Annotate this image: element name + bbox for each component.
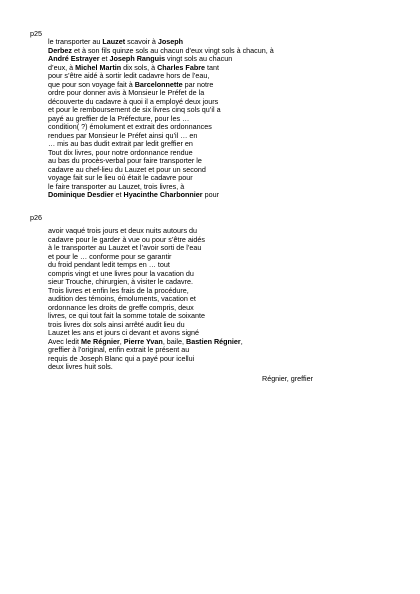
text-run: , (240, 336, 243, 346)
text-run: requis de Joseph Blanc qui a payé pour icellui (48, 353, 195, 363)
text-run: le transporter au (48, 37, 103, 46)
person-or-place-name: André Estrayer (48, 54, 100, 63)
page-block-p25 (48, 38, 378, 200)
text-run: , baile, (162, 336, 186, 346)
text-run: Avec ledit (48, 336, 82, 346)
text-run: et pour le … conforme pour se garantir (48, 251, 172, 261)
text-run: et pour le remboursement de six livres cinq sols qu’il a (48, 105, 221, 114)
text-run: scavoir à (125, 37, 158, 46)
person-or-place-name: Joseph Ranguis (109, 54, 166, 63)
text-run: deux livres huit sols. (48, 362, 113, 371)
person-or-place-name: Pierre Yvan (123, 336, 163, 346)
text-run: ordonnance les droits de greffe compris, deux (48, 302, 194, 312)
person-or-place-name: Dominique Desdier (48, 190, 114, 199)
text-run: Lauzet les ans et jours ci devant et avons signé (48, 328, 200, 337)
text-run: avoir vaqué trois jours et deux nuits autours du (48, 226, 198, 235)
text-run: rendues par Monsieur le Préfet ainsi qu’il … en (48, 130, 198, 140)
text-run: du froid pendant ledit temps en … tout (48, 260, 170, 269)
text-run: tant (205, 62, 219, 72)
text-run: que pour son voyage fait à (48, 79, 135, 89)
text-line (48, 363, 378, 372)
text-run: sieur Trouche, chirurgien, à visiter le cadavre. (48, 277, 194, 286)
person-or-place-name: Hyacinthe Charbonnier (123, 190, 203, 199)
person-or-place-name: Michel Martin (75, 62, 122, 72)
text-run: à le transporter au Lauzet et l’avoir sorti de l’eau (48, 243, 202, 252)
person-or-place-name: Me Régnier (81, 336, 120, 346)
text-run: payé au greffier de la Préfecture, pour les … (48, 113, 190, 123)
text-run: audition des témoins, émoluments, vacation et (48, 294, 196, 303)
text-run: et (99, 54, 110, 63)
page-block-p26 (48, 227, 378, 372)
text-run: au bas du procès-verbal pour faire transporter le (48, 156, 202, 165)
page-label-p25: p25 (30, 29, 42, 38)
text-line (48, 191, 378, 200)
text-run: d’eux, à (48, 62, 76, 72)
text-run: le faire transporter au Lauzet, trois livres, à (48, 181, 185, 191)
text-run: trois livres dix sols ainsi arrêté audit lieu du (48, 319, 185, 329)
text-run: et à son fils quinze sols au chacun d’eux vingt sols à chacun, à (71, 45, 274, 55)
text-run: découverte du cadavre à quoi il a employé deux jours (48, 96, 219, 106)
person-or-place-name: Barcelonnette (134, 79, 183, 89)
signature-line: Régnier, greffier (262, 374, 314, 383)
text-run: livres, ce qui tout fait la somme totale de soixante (48, 311, 206, 320)
text-run: condition( ?) émolument et extrait des ordonnances (48, 122, 212, 131)
text-run: Trois livres et enfin les frais de la procédure, (48, 285, 189, 295)
text-run: , (119, 336, 124, 346)
text-run: compris vingt et une livres pour la vacation du (48, 268, 194, 278)
text-run: ordre pour donner avis à Monsieur le Préfet de la (48, 88, 205, 97)
text-run: pour (202, 190, 219, 199)
text-run: greffier à l’original, enfin extrait le présent au (48, 345, 190, 354)
person-or-place-name: Joseph (157, 37, 184, 46)
person-or-place-name: Derbez (48, 45, 72, 55)
text-run: cadavre au chef-lieu du Lauzet et pour un second (48, 164, 206, 174)
text-run: cadavre pour le garder à vue ou pour s’être aidés (48, 234, 206, 244)
person-or-place-name: Bastien Régnier (186, 336, 241, 346)
text-run: Tout dix livres, pour notre ordonnance rendue (48, 147, 193, 157)
person-or-place-name: Lauzet (102, 37, 126, 46)
text-run: et (113, 190, 124, 199)
text-run: vingt sols au chacun (165, 54, 233, 63)
text-run: dix sols, à (121, 62, 158, 72)
text-run: par notre (182, 79, 214, 89)
text-run: … mis au bas dudit extrait par ledit greffier en (48, 139, 193, 148)
text-run: voyage fait sur le lieu où était le cadavre pour (48, 173, 193, 182)
person-or-place-name: Charles Fabre (157, 62, 205, 72)
text-run: pour s’être aidé à sortir ledit cadavre hors de l’eau, (48, 71, 210, 80)
page-label-p26: p26 (30, 213, 42, 222)
